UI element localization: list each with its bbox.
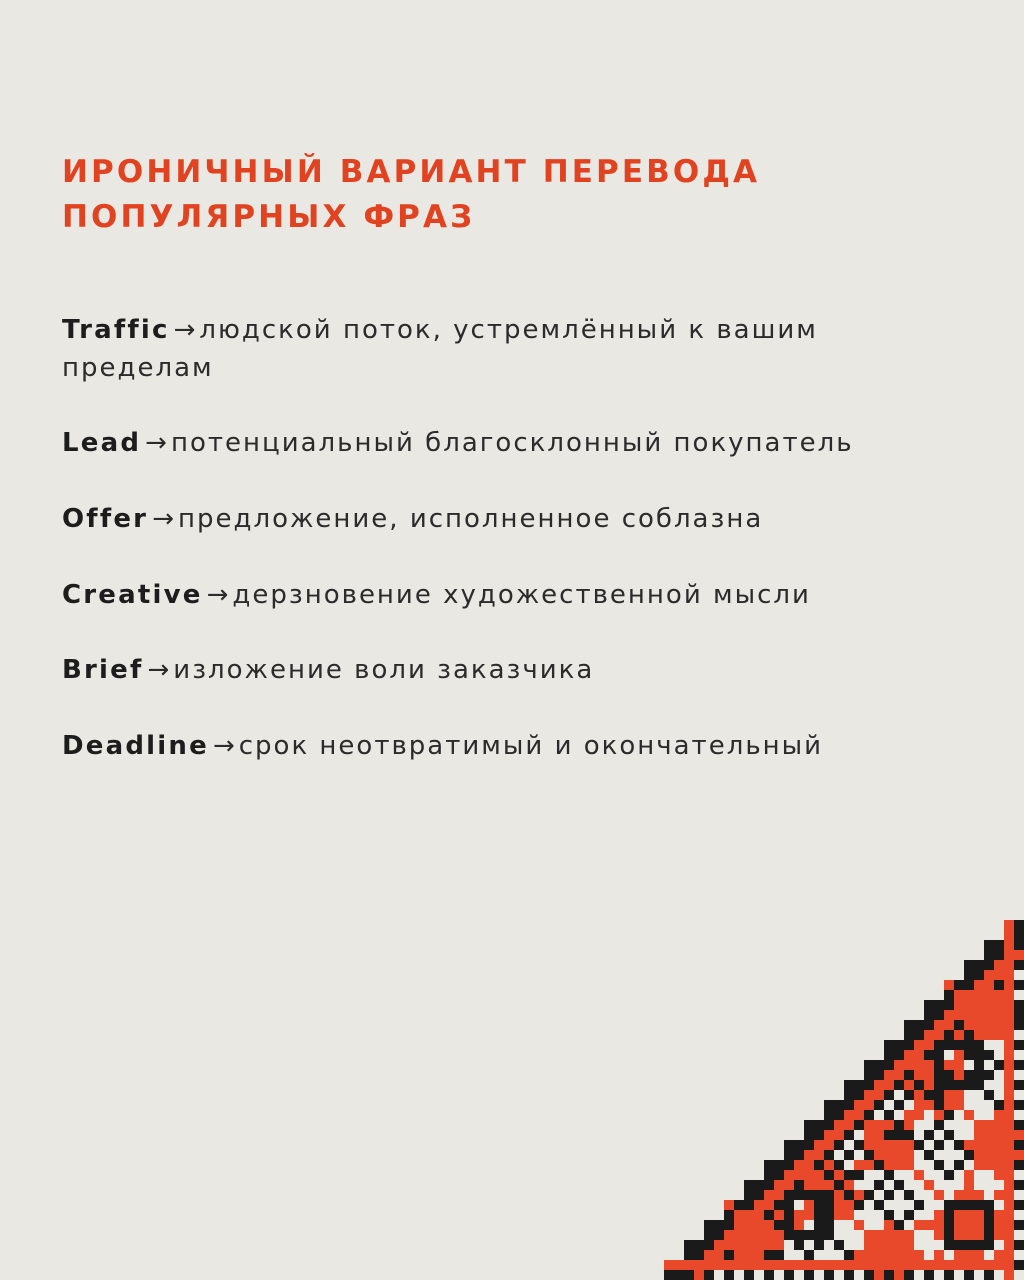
- glossary-definition: срок неотвратимый и окончательный: [238, 731, 824, 761]
- glossary-list: [62, 312, 964, 766]
- glossary-definition: предложение, исполненное соблазна: [177, 503, 764, 534]
- glossary-definition: потенциальный благосклонный покупатель: [170, 428, 854, 459]
- arrow-icon: →: [145, 428, 167, 459]
- arrow-icon: →: [152, 503, 174, 534]
- arrow-icon: →: [173, 314, 196, 345]
- glossary-term: Lead: [62, 428, 142, 459]
- page-title: ИРОНИЧНЫЙ ВАРИАНТ ПЕРЕВОДА ПОПУЛЯРНЫХ ФРАЗ: [62, 154, 761, 235]
- list-item: [62, 577, 964, 615]
- glossary-term: Deadline: [62, 731, 209, 761]
- glossary-term: Brief: [62, 655, 144, 686]
- arrow-icon: →: [212, 731, 235, 761]
- list-item: [62, 728, 964, 766]
- glossary-definition: изложение воли заказчика: [173, 655, 595, 686]
- list-item: [62, 652, 964, 690]
- glossary-term: Creative: [62, 579, 203, 610]
- arrow-icon: →: [206, 579, 229, 610]
- arrow-icon: →: [147, 655, 170, 686]
- list-item: [62, 501, 964, 539]
- glossary-definition: людской поток, устремлённый к вашим пределам: [62, 314, 818, 383]
- glossary-definition: дерзновение художественной мысли: [232, 579, 811, 610]
- glossary-term: Offer: [62, 503, 149, 534]
- embroidery-corner-ornament-icon: [664, 920, 1024, 1280]
- list-item: [62, 312, 964, 387]
- glossary-term: Traffic: [62, 314, 170, 345]
- list-item: [62, 425, 964, 463]
